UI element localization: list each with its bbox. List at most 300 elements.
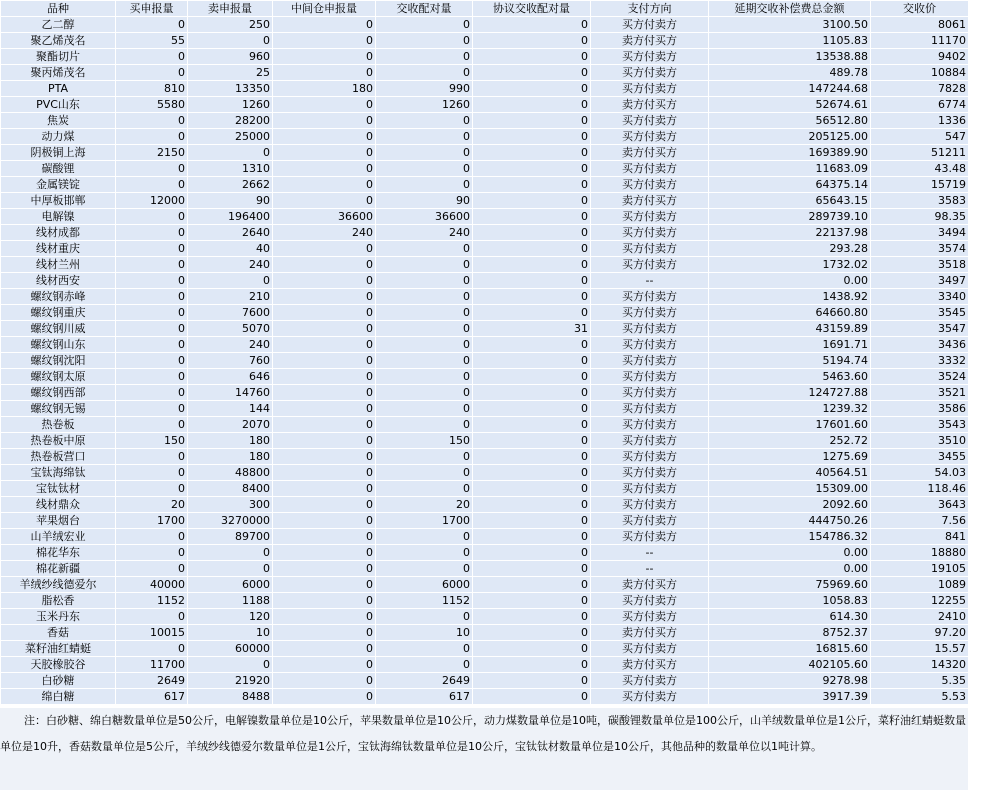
cell-pay-direction: 买方付卖方 <box>591 305 709 321</box>
cell-buy-qty: 11700 <box>116 657 188 673</box>
cell-pay-direction: 买方付卖方 <box>591 289 709 305</box>
cell-sell-qty: 1310 <box>188 161 273 177</box>
cell-delivery-price: 10884 <box>871 65 969 81</box>
cell-sell-qty: 1188 <box>188 593 273 609</box>
cell-pay-direction: 买方付卖方 <box>591 449 709 465</box>
cell-middle-qty: 180 <box>273 81 376 97</box>
cell-matched-qty: 1700 <box>376 513 473 529</box>
cell-compensation: 1691.71 <box>709 337 871 353</box>
table-row <box>1 33 969 49</box>
cell-pay-direction: 买方付卖方 <box>591 529 709 545</box>
cell-matched-qty: 0 <box>376 401 473 417</box>
cell-agreement-qty: 0 <box>473 193 591 209</box>
cell-delivery-price: 3455 <box>871 449 969 465</box>
table-row <box>1 689 969 705</box>
cell-pay-direction: 卖方付买方 <box>591 97 709 113</box>
cell-matched-qty: 0 <box>376 273 473 289</box>
cell-matched-qty: 0 <box>376 353 473 369</box>
cell-pay-direction: 买方付卖方 <box>591 17 709 33</box>
cell-sell-qty: 25000 <box>188 129 273 145</box>
cell-variety: 线材西安 <box>1 273 116 289</box>
cell-middle-qty: 0 <box>273 177 376 193</box>
cell-buy-qty: 0 <box>116 289 188 305</box>
cell-sell-qty: 0 <box>188 145 273 161</box>
table-row <box>1 417 969 433</box>
cell-matched-qty: 240 <box>376 225 473 241</box>
cell-middle-qty: 0 <box>273 593 376 609</box>
cell-matched-qty: 0 <box>376 145 473 161</box>
cell-buy-qty: 0 <box>116 225 188 241</box>
cell-variety: 线材鼎众 <box>1 497 116 513</box>
cell-buy-qty: 1152 <box>116 593 188 609</box>
table-row <box>1 353 969 369</box>
col-header-agreement-qty: 协议交收配对量 <box>473 1 591 17</box>
table-row <box>1 49 969 65</box>
cell-buy-qty: 0 <box>116 561 188 577</box>
cell-middle-qty: 0 <box>273 337 376 353</box>
cell-middle-qty: 0 <box>273 273 376 289</box>
cell-middle-qty: 0 <box>273 609 376 625</box>
col-header-pay-direction: 支付方向 <box>591 1 709 17</box>
cell-middle-qty: 0 <box>273 417 376 433</box>
cell-delivery-price: 1089 <box>871 577 969 593</box>
cell-buy-qty: 810 <box>116 81 188 97</box>
cell-pay-direction: 卖方付买方 <box>591 625 709 641</box>
table-row <box>1 273 969 289</box>
cell-variety: 宝钛钛材 <box>1 481 116 497</box>
cell-matched-qty: 10 <box>376 625 473 641</box>
cell-buy-qty: 0 <box>116 481 188 497</box>
table-body <box>1 17 969 705</box>
cell-sell-qty: 89700 <box>188 529 273 545</box>
cell-compensation: 52674.61 <box>709 97 871 113</box>
cell-variety: 线材重庆 <box>1 241 116 257</box>
cell-sell-qty: 210 <box>188 289 273 305</box>
cell-middle-qty: 0 <box>273 641 376 657</box>
cell-agreement-qty: 31 <box>473 321 591 337</box>
cell-sell-qty: 7600 <box>188 305 273 321</box>
cell-buy-qty: 0 <box>116 113 188 129</box>
cell-sell-qty: 760 <box>188 353 273 369</box>
table-row <box>1 545 969 561</box>
cell-variety: PTA <box>1 81 116 97</box>
cell-delivery-price: 8061 <box>871 17 969 33</box>
cell-matched-qty: 0 <box>376 609 473 625</box>
cell-agreement-qty: 0 <box>473 209 591 225</box>
cell-agreement-qty: 0 <box>473 529 591 545</box>
cell-variety: 线材兰州 <box>1 257 116 273</box>
cell-agreement-qty: 0 <box>473 641 591 657</box>
cell-buy-qty: 0 <box>116 129 188 145</box>
cell-pay-direction: 买方付卖方 <box>591 257 709 273</box>
cell-agreement-qty: 0 <box>473 481 591 497</box>
cell-pay-direction: 买方付卖方 <box>591 129 709 145</box>
cell-buy-qty: 0 <box>116 609 188 625</box>
cell-variety: PVC山东 <box>1 97 116 113</box>
cell-matched-qty: 0 <box>376 385 473 401</box>
cell-sell-qty: 250 <box>188 17 273 33</box>
cell-agreement-qty: 0 <box>473 161 591 177</box>
cell-buy-qty: 0 <box>116 161 188 177</box>
cell-buy-qty: 0 <box>116 257 188 273</box>
cell-buy-qty: 0 <box>116 321 188 337</box>
cell-middle-qty: 240 <box>273 225 376 241</box>
cell-sell-qty: 0 <box>188 33 273 49</box>
cell-pay-direction: -- <box>591 273 709 289</box>
table-row <box>1 193 969 209</box>
col-header-sell-qty: 卖申报量 <box>188 1 273 17</box>
cell-agreement-qty: 0 <box>473 449 591 465</box>
cell-delivery-price: 3332 <box>871 353 969 369</box>
cell-delivery-price: 3583 <box>871 193 969 209</box>
cell-delivery-price: 15.57 <box>871 641 969 657</box>
cell-compensation: 13538.88 <box>709 49 871 65</box>
cell-agreement-qty: 0 <box>473 97 591 113</box>
cell-sell-qty: 48800 <box>188 465 273 481</box>
cell-pay-direction: 买方付卖方 <box>591 353 709 369</box>
cell-matched-qty: 0 <box>376 417 473 433</box>
cell-pay-direction: -- <box>591 545 709 561</box>
cell-buy-qty: 10015 <box>116 625 188 641</box>
col-header-delivery-price: 交收价 <box>871 1 969 17</box>
cell-buy-qty: 2150 <box>116 145 188 161</box>
cell-delivery-price: 2410 <box>871 609 969 625</box>
cell-compensation: 205125.00 <box>709 129 871 145</box>
cell-agreement-qty: 0 <box>473 65 591 81</box>
cell-variety: 螺纹钢太原 <box>1 369 116 385</box>
cell-buy-qty: 150 <box>116 433 188 449</box>
cell-variety: 焦炭 <box>1 113 116 129</box>
cell-middle-qty: 0 <box>273 625 376 641</box>
cell-pay-direction: 买方付卖方 <box>591 337 709 353</box>
table-row <box>1 17 969 33</box>
cell-matched-qty: 1152 <box>376 593 473 609</box>
cell-delivery-price: 3518 <box>871 257 969 273</box>
table-row <box>1 225 969 241</box>
cell-variety: 热卷板 <box>1 417 116 433</box>
cell-compensation: 5194.74 <box>709 353 871 369</box>
cell-variety: 中厚板邯郸 <box>1 193 116 209</box>
cell-agreement-qty: 0 <box>473 225 591 241</box>
cell-matched-qty: 0 <box>376 305 473 321</box>
cell-pay-direction: 买方付卖方 <box>591 401 709 417</box>
cell-sell-qty: 2640 <box>188 225 273 241</box>
cell-variety: 宝钛海绵钛 <box>1 465 116 481</box>
cell-compensation: 1438.92 <box>709 289 871 305</box>
cell-middle-qty: 0 <box>273 529 376 545</box>
cell-agreement-qty: 0 <box>473 465 591 481</box>
cell-buy-qty: 0 <box>116 529 188 545</box>
cell-variety: 香菇 <box>1 625 116 641</box>
cell-matched-qty: 0 <box>376 65 473 81</box>
cell-delivery-price: 3574 <box>871 241 969 257</box>
cell-agreement-qty: 0 <box>473 289 591 305</box>
cell-middle-qty: 0 <box>273 145 376 161</box>
table-row <box>1 337 969 353</box>
cell-buy-qty: 0 <box>116 353 188 369</box>
cell-compensation: 147244.68 <box>709 81 871 97</box>
cell-middle-qty: 0 <box>273 449 376 465</box>
cell-middle-qty: 0 <box>273 481 376 497</box>
cell-compensation: 5463.60 <box>709 369 871 385</box>
cell-variety: 螺纹钢赤峰 <box>1 289 116 305</box>
cell-compensation: 1732.02 <box>709 257 871 273</box>
cell-pay-direction: 买方付卖方 <box>591 609 709 625</box>
cell-middle-qty: 0 <box>273 465 376 481</box>
cell-sell-qty: 0 <box>188 657 273 673</box>
cell-variety: 螺纹钢无锡 <box>1 401 116 417</box>
cell-delivery-price: 3521 <box>871 385 969 401</box>
cell-matched-qty: 0 <box>376 641 473 657</box>
cell-sell-qty: 300 <box>188 497 273 513</box>
cell-matched-qty: 0 <box>376 449 473 465</box>
cell-compensation: 17601.60 <box>709 417 871 433</box>
cell-compensation: 64375.14 <box>709 177 871 193</box>
cell-variety: 菜籽油红蜻蜓 <box>1 641 116 657</box>
cell-sell-qty: 28200 <box>188 113 273 129</box>
cell-pay-direction: 买方付卖方 <box>591 497 709 513</box>
cell-middle-qty: 0 <box>273 97 376 113</box>
header-row <box>1 1 969 17</box>
cell-variety: 天胶橡胶谷 <box>1 657 116 673</box>
cell-matched-qty: 0 <box>376 561 473 577</box>
cell-matched-qty: 20 <box>376 497 473 513</box>
cell-matched-qty: 0 <box>376 241 473 257</box>
cell-matched-qty: 2649 <box>376 673 473 689</box>
cell-middle-qty: 0 <box>273 433 376 449</box>
cell-delivery-price: 3497 <box>871 273 969 289</box>
cell-variety: 动力煤 <box>1 129 116 145</box>
table-row <box>1 449 969 465</box>
cell-matched-qty: 90 <box>376 193 473 209</box>
cell-matched-qty: 0 <box>376 49 473 65</box>
cell-matched-qty: 6000 <box>376 577 473 593</box>
cell-pay-direction: 买方付卖方 <box>591 593 709 609</box>
cell-buy-qty: 0 <box>116 177 188 193</box>
cell-delivery-price: 3524 <box>871 369 969 385</box>
cell-compensation: 64660.80 <box>709 305 871 321</box>
cell-middle-qty: 0 <box>273 673 376 689</box>
cell-sell-qty: 1260 <box>188 97 273 113</box>
cell-variety: 棉花新疆 <box>1 561 116 577</box>
cell-middle-qty: 0 <box>273 113 376 129</box>
cell-agreement-qty: 0 <box>473 273 591 289</box>
cell-pay-direction: 卖方付买方 <box>591 193 709 209</box>
cell-buy-qty: 0 <box>116 369 188 385</box>
table-row <box>1 561 969 577</box>
cell-agreement-qty: 0 <box>473 545 591 561</box>
cell-variety: 聚乙烯茂名 <box>1 33 116 49</box>
cell-sell-qty: 3270000 <box>188 513 273 529</box>
cell-middle-qty: 0 <box>273 33 376 49</box>
cell-delivery-price: 3494 <box>871 225 969 241</box>
cell-pay-direction: 买方付卖方 <box>591 481 709 497</box>
cell-sell-qty: 5070 <box>188 321 273 337</box>
cell-compensation: 0.00 <box>709 273 871 289</box>
table-row <box>1 593 969 609</box>
table-row <box>1 113 969 129</box>
cell-compensation: 40564.51 <box>709 465 871 481</box>
cell-pay-direction: 买方付卖方 <box>591 689 709 705</box>
cell-compensation: 489.78 <box>709 65 871 81</box>
cell-agreement-qty: 0 <box>473 17 591 33</box>
table-row <box>1 497 969 513</box>
cell-variety: 金属镁锭 <box>1 177 116 193</box>
cell-compensation: 154786.32 <box>709 529 871 545</box>
cell-matched-qty: 0 <box>376 529 473 545</box>
cell-delivery-price: 841 <box>871 529 969 545</box>
cell-delivery-price: 3436 <box>871 337 969 353</box>
cell-buy-qty: 5580 <box>116 97 188 113</box>
cell-buy-qty: 0 <box>116 305 188 321</box>
cell-compensation: 8752.37 <box>709 625 871 641</box>
cell-delivery-price: 15719 <box>871 177 969 193</box>
cell-variety: 白砂糖 <box>1 673 116 689</box>
cell-sell-qty: 960 <box>188 49 273 65</box>
cell-matched-qty: 0 <box>376 321 473 337</box>
cell-middle-qty: 0 <box>273 513 376 529</box>
cell-compensation: 124727.88 <box>709 385 871 401</box>
cell-sell-qty: 8488 <box>188 689 273 705</box>
cell-agreement-qty: 0 <box>473 673 591 689</box>
table-row <box>1 609 969 625</box>
col-header-middle-qty: 中间仓申报量 <box>273 1 376 17</box>
cell-pay-direction: 买方付卖方 <box>591 81 709 97</box>
cell-agreement-qty: 0 <box>473 593 591 609</box>
cell-matched-qty: 0 <box>376 33 473 49</box>
cell-middle-qty: 0 <box>273 193 376 209</box>
cell-pay-direction: 买方付卖方 <box>591 209 709 225</box>
cell-delivery-price: 3340 <box>871 289 969 305</box>
cell-buy-qty: 2649 <box>116 673 188 689</box>
cell-matched-qty: 0 <box>376 177 473 193</box>
cell-pay-direction: -- <box>591 561 709 577</box>
cell-pay-direction: 买方付卖方 <box>591 465 709 481</box>
cell-matched-qty: 617 <box>376 689 473 705</box>
cell-compensation: 3100.50 <box>709 17 871 33</box>
cell-agreement-qty: 0 <box>473 305 591 321</box>
cell-variety: 脂松香 <box>1 593 116 609</box>
cell-middle-qty: 0 <box>273 161 376 177</box>
cell-variety: 聚丙烯茂名 <box>1 65 116 81</box>
cell-sell-qty: 2070 <box>188 417 273 433</box>
cell-delivery-price: 3547 <box>871 321 969 337</box>
cell-pay-direction: 买方付卖方 <box>591 113 709 129</box>
cell-sell-qty: 646 <box>188 369 273 385</box>
cell-middle-qty: 0 <box>273 561 376 577</box>
cell-matched-qty: 0 <box>376 17 473 33</box>
cell-middle-qty: 0 <box>273 241 376 257</box>
cell-sell-qty: 90 <box>188 193 273 209</box>
cell-buy-qty: 55 <box>116 33 188 49</box>
table-row <box>1 529 969 545</box>
cell-delivery-price: 547 <box>871 129 969 145</box>
cell-compensation: 1105.83 <box>709 33 871 49</box>
cell-middle-qty: 36600 <box>273 209 376 225</box>
cell-middle-qty: 0 <box>273 689 376 705</box>
cell-buy-qty: 0 <box>116 449 188 465</box>
cell-buy-qty: 0 <box>116 417 188 433</box>
cell-delivery-price: 3545 <box>871 305 969 321</box>
cell-buy-qty: 0 <box>116 465 188 481</box>
cell-buy-qty: 1700 <box>116 513 188 529</box>
cell-matched-qty: 0 <box>376 369 473 385</box>
cell-variety: 山羊绒宏业 <box>1 529 116 545</box>
table-row <box>1 513 969 529</box>
cell-compensation: 2092.60 <box>709 497 871 513</box>
table-row <box>1 369 969 385</box>
cell-pay-direction: 买方付卖方 <box>591 49 709 65</box>
cell-delivery-price: 43.48 <box>871 161 969 177</box>
cell-middle-qty: 0 <box>273 369 376 385</box>
cell-variety: 热卷板中原 <box>1 433 116 449</box>
cell-agreement-qty: 0 <box>473 49 591 65</box>
cell-matched-qty: 150 <box>376 433 473 449</box>
cell-sell-qty: 0 <box>188 561 273 577</box>
cell-middle-qty: 0 <box>273 129 376 145</box>
cell-compensation: 56512.80 <box>709 113 871 129</box>
table-row <box>1 305 969 321</box>
table-row <box>1 81 969 97</box>
cell-pay-direction: 买方付卖方 <box>591 385 709 401</box>
table-row <box>1 577 969 593</box>
cell-compensation: 289739.10 <box>709 209 871 225</box>
cell-delivery-price: 97.20 <box>871 625 969 641</box>
cell-pay-direction: 买方付卖方 <box>591 241 709 257</box>
cell-sell-qty: 240 <box>188 337 273 353</box>
cell-pay-direction: 买方付卖方 <box>591 417 709 433</box>
cell-delivery-price: 3543 <box>871 417 969 433</box>
cell-buy-qty: 0 <box>116 273 188 289</box>
cell-agreement-qty: 0 <box>473 577 591 593</box>
cell-compensation: 22137.98 <box>709 225 871 241</box>
cell-sell-qty: 196400 <box>188 209 273 225</box>
cell-middle-qty: 0 <box>273 353 376 369</box>
cell-compensation: 614.30 <box>709 609 871 625</box>
table-row <box>1 209 969 225</box>
cell-delivery-price: 5.35 <box>871 673 969 689</box>
cell-variety: 碳酸锂 <box>1 161 116 177</box>
table-row <box>1 289 969 305</box>
cell-sell-qty: 180 <box>188 433 273 449</box>
cell-matched-qty: 1260 <box>376 97 473 113</box>
cell-buy-qty: 0 <box>116 209 188 225</box>
cell-delivery-price: 118.46 <box>871 481 969 497</box>
cell-compensation: 9278.98 <box>709 673 871 689</box>
cell-sell-qty: 10 <box>188 625 273 641</box>
cell-delivery-price: 6774 <box>871 97 969 113</box>
cell-buy-qty: 0 <box>116 241 188 257</box>
cell-agreement-qty: 0 <box>473 177 591 193</box>
cell-agreement-qty: 0 <box>473 369 591 385</box>
cell-variety: 线材成都 <box>1 225 116 241</box>
cell-agreement-qty: 0 <box>473 513 591 529</box>
cell-sell-qty: 21920 <box>188 673 273 689</box>
table-row <box>1 481 969 497</box>
cell-matched-qty: 0 <box>376 337 473 353</box>
cell-matched-qty: 36600 <box>376 209 473 225</box>
cell-variety: 螺纹钢重庆 <box>1 305 116 321</box>
cell-sell-qty: 180 <box>188 449 273 465</box>
cell-buy-qty: 0 <box>116 401 188 417</box>
cell-matched-qty: 0 <box>376 129 473 145</box>
table-row <box>1 673 969 689</box>
cell-delivery-price: 12255 <box>871 593 969 609</box>
cell-sell-qty: 60000 <box>188 641 273 657</box>
cell-sell-qty: 0 <box>188 545 273 561</box>
cell-matched-qty: 0 <box>376 161 473 177</box>
table-row <box>1 385 969 401</box>
